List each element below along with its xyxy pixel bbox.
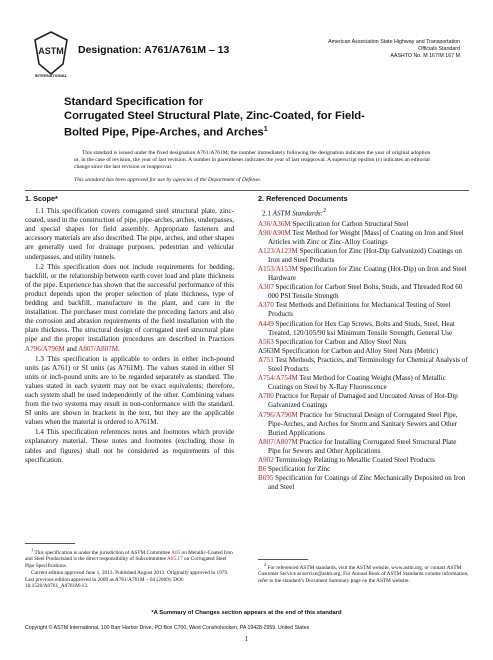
page-number: 1 xyxy=(244,635,249,643)
reference-title: Specification for Carbon and Alloy Steel Nuts (Metric) xyxy=(280,346,439,355)
reference-code[interactable]: A902 xyxy=(258,455,274,464)
svg-text:ASTM: ASTM xyxy=(38,46,64,56)
divider xyxy=(25,190,469,191)
reference-item xyxy=(258,392,469,410)
reference-code[interactable]: A36/A36M xyxy=(258,219,291,228)
section-heading: 2. Referenced Documents xyxy=(258,194,348,203)
aashto-line: American Association State Highway and Transportation xyxy=(328,39,460,45)
left-column xyxy=(25,194,234,466)
reference-code[interactable]: A780 xyxy=(258,392,274,401)
reference-code[interactable]: A449 xyxy=(258,319,274,328)
reference-title: Specification for Hex Cap Screws, Bolts and Studs, Steel, Heat Treated, 120/105/90 ksi Minimum Tensile Strength, General Use xyxy=(268,319,455,337)
reference-code[interactable]: A563 xyxy=(258,337,274,346)
footnote-mark: 1 xyxy=(263,126,268,133)
reference-title: Test Method for Weight [Mass] of Coating on Iron and Steel Articles with Zinc or Zinc-Alloy Coatings xyxy=(268,228,464,246)
reference-item xyxy=(258,347,469,356)
reference-title: Specification for Zinc xyxy=(266,465,331,474)
reference-item xyxy=(258,456,469,465)
reference-code[interactable]: A751 xyxy=(258,355,274,364)
reference-item xyxy=(258,283,469,301)
reference-item xyxy=(258,465,469,474)
footnote-1: $^1$ This specification is under the jurisdiction of ASTM Committee A05 on Metallic-Coated Iron and Steel Productsand is the direct responsibility of Subcommittee A05.17 on Corrugated Steel Pipe Specifications. Current edition approved June 1, 2013. Published August 2013. Originally approved in 1979. Last previous edition approved in 2009 as A761/A761M – 04 (2009). DOI: 10.1520/A0761_A0761M-13. xyxy=(25,547,233,590)
reference-code[interactable]: A123/A123M xyxy=(258,246,298,255)
reference-item xyxy=(258,356,469,374)
reference-title: Specification for Zinc Coating (Hot-Dip) on Iron and Steel Hardware xyxy=(268,265,467,283)
footnote-2: $^2$ For referenced ASTM standards, visit the ASTM website, www.astm.org, or contact ASTM Customer Service at service@astm.org. For Annual Book of ASTM Standards volume information, refer to the standard’s Document Summary page on the ASTM website. xyxy=(258,562,469,585)
aashto-note xyxy=(328,39,460,61)
aashto-line: Officials Standard xyxy=(418,46,460,53)
section-heading: 1. Scope* xyxy=(25,194,58,203)
reference-list xyxy=(258,220,469,493)
standard-note xyxy=(74,150,434,172)
paragraph-1-4: 1.4 This specification references notes and footnotes which provide explanatory material. These notes and footnotes (excluding those in tables and figures) shall not be considered as requirements of this specification. xyxy=(25,428,234,464)
copyright: Copyright © ASTM International, 100 Barr Harbor Drive, PO Box C700, West Conshohocken, PA 19428-2959. United States xyxy=(25,625,310,631)
title-line: Bolted Pipe, Pipe-Arches, and Arches$^1$ xyxy=(64,126,268,139)
reference-item xyxy=(258,265,469,283)
link-subcommittee[interactable]: A05.17 xyxy=(166,556,183,563)
reference-item xyxy=(258,438,469,456)
svg-text:INTERNATIONAL: INTERNATIONAL xyxy=(34,73,68,78)
summary-of-changes-note: *A Summary of Changes section appears at the end of this standard xyxy=(151,610,342,616)
reference-title: Specification for Zinc (Hot-Dip Galvanized) Coatings on Iron and Steel Products xyxy=(268,246,462,264)
subsection-label: 2.1 ASTM Standards:$^2$ xyxy=(262,208,326,218)
reference-item xyxy=(258,320,469,338)
reference-code[interactable]: A796/A796M xyxy=(258,410,298,419)
reference-item xyxy=(258,301,469,319)
reference-item xyxy=(258,411,469,438)
reference-code: A563M xyxy=(258,346,281,355)
right-column xyxy=(258,194,469,492)
reference-title: Practice for Repair of Damaged and Uncoated Areas of Hot-Dip Galvanized Coatings xyxy=(268,392,458,410)
title-line: Standard Specification for xyxy=(64,96,204,108)
designation: Designation: A761/A761M – 13 xyxy=(78,44,230,56)
reference-code[interactable]: B695 xyxy=(258,474,274,483)
reference-title: Terminology Relating to Metallic Coated Steel Products xyxy=(273,455,435,464)
reference-code[interactable]: A90/A90M xyxy=(258,228,291,237)
link-a796[interactable]: A796/A796M xyxy=(25,344,65,353)
reference-title: Test Method for Coating Weight (Mass) of Metallic Coatings on Steel by X-Ray Fluorescence xyxy=(268,374,446,392)
dod-approval-note: This standard has been approved for use by agencies of the Department of Defense. xyxy=(74,177,262,183)
paragraph-1-1: 1.1 This specification covers corrugated steel structural plate, zinc-coated, used in the construction of pipe, pipe-arches, arches, underpasses, and special shapes for field assembly. Appropriate fasteners and accessory materials are also described. The pipe, arches, and other shapes are generally used for drainage purposes, pedestrian and vehicular underpasses, and utility tunnels. xyxy=(25,207,234,261)
reference-item xyxy=(258,374,469,392)
reference-item xyxy=(258,229,469,247)
reference-code[interactable]: A754/A754M xyxy=(258,374,298,383)
standard-note-text: This standard is issued under the fixed designation A761/A761M; the number immediately following the designation indicates the year of original adoption or, in the case of revision, the year of last revision. A number in parentheses indicates the year of last reapproval. A superscript epsilon (ε) indicates an editorial change since the last revision or reapproval. xyxy=(74,150,431,171)
reference-item xyxy=(258,474,469,492)
reference-title: Test Methods, Practices, and Terminology for Chemical Analysis of Steel Products xyxy=(268,355,468,374)
paragraph-1-2: 1.2 This specification does not include requirements for bedding, backfill, or the relationship between earth cover load and plate thickness of the pipe. Experience has shown that the successful performance of this product depends upon the proper selection of plate thickness, type of bedding and backfill, manufacture in the plant, and care in the installation. The purchaser must correlate the preceding factors and also the corrosion and abrasion requirements of the field installation with the plate thickness. The structural design of corrugated steel structural plate pipe and the proper installation procedures are described in Practices A796/A796M and A807/A807M. xyxy=(25,262,234,353)
reference-title: Specification for Carbon Structural Steel xyxy=(290,219,409,228)
reference-code[interactable]: A307 xyxy=(258,283,274,292)
reference-title: Practice for Structural Design of Corrugated Steel Pipe, Pipe-Arches, and Arches for Storm and Sanitary Sewers and Other Buried Applications xyxy=(268,410,458,437)
footnote-rule xyxy=(25,543,75,544)
title-line: Corrugated Steel Structural Plate, Zinc-Coated, for Field- xyxy=(64,109,365,122)
footnote-rule xyxy=(258,559,308,560)
reference-title: Practice for Installing Corrugated Steel Structural Plate Pipe for Sewers and Other Applications xyxy=(268,437,457,455)
reference-code[interactable]: B6 xyxy=(258,465,267,474)
aashto-line: AASHTO No. M 167/M 167 M xyxy=(390,53,460,60)
footnote-1-history: Current edition approved June 1, 2013. Published August 2013. Originally approved in 1979. Last previous edition approved in 2009 as A761/A761M – 04 (2009). DOI: 10.1520/A0761_A0761M-13. xyxy=(25,569,229,590)
reference-code[interactable]: A153/A153M xyxy=(258,265,298,274)
reference-item xyxy=(258,220,469,229)
reference-code[interactable]: A807/A807M xyxy=(258,437,298,446)
reference-title: Specification for Coatings of Zinc Mechanically Deposited on Iron and Steel xyxy=(268,474,466,492)
paragraph-1-3: 1.3 This specification is applicable to orders in either inch-pound units (as A761) or SI units (as A761M). The values stated in either SI units or inch-pound units are to be regarded separately as standard. The values stated in each system may not be exact equivalents; therefore, each system shall be used independently of the other. Combining values from the two systems may result in non-conformance with the standard. SI units are shown in brackets in the text, but they are the applicable values when the material is ordered to A761M. xyxy=(25,354,234,427)
reference-title: Specification for Carbon Steel Bolts, Studs, and Threaded Rod 60 000 PSI Tensile Strength xyxy=(268,283,463,301)
reference-title: Specification for Carbon and Alloy Steel Nuts xyxy=(273,337,407,346)
link-a807[interactable]: A807/A807M xyxy=(78,344,119,353)
link-committee-a05[interactable]: A05 xyxy=(171,549,181,556)
reference-title: Test Methods and Definitions for Mechanical Testing of Steel Products xyxy=(268,301,451,319)
astm-logo xyxy=(33,30,69,78)
document-title xyxy=(64,96,444,140)
reference-code[interactable]: A370 xyxy=(258,301,274,310)
reference-item xyxy=(258,338,469,347)
reference-item xyxy=(258,247,469,265)
